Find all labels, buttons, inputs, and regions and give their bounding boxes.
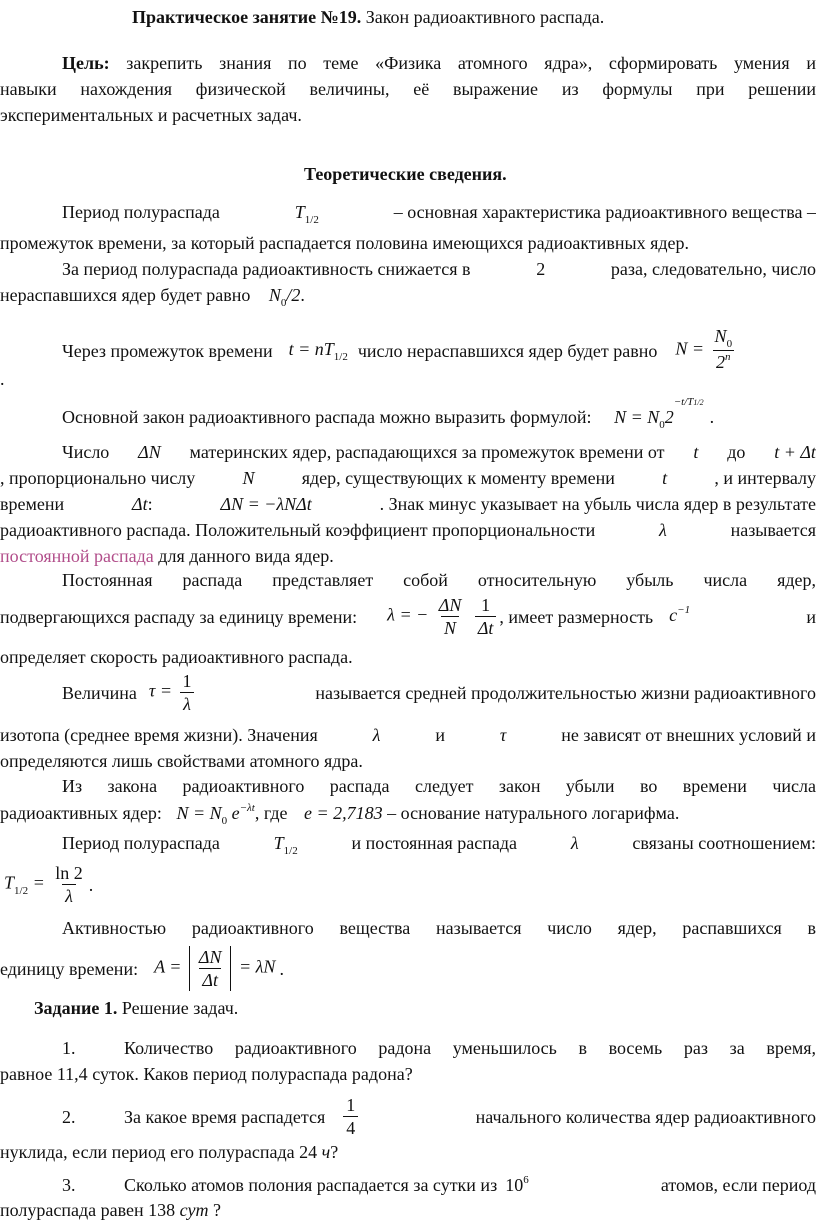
p2-line-1: За период полураспада радиоактивность снижается в 2 раза, следовательно, число (62, 259, 816, 279)
fraction-one-quarter: $\frac{1}{4}$ (343, 1094, 358, 1139)
formula-exp-decay: $N = N_0$ $e^{-\lambda t}$ (176, 802, 255, 827)
p7-line-3: определяются лишь свойствами атомного ядра. (0, 751, 363, 771)
goal-line-1: Цель: закрепить знания по теме «Физика атомного ядра», сформировать умения и (62, 53, 816, 73)
p1-line-1: Период полураспада $T_{1/2}$ – основная характеристика радиоактивного вещества – (62, 202, 816, 226)
task-item-1-line-1: 1. Количество радиоактивного радона уменьшилось в восемь раз за время, (62, 1038, 816, 1058)
task-item-3-line-1: 3. Сколько атомов полония распадается за сутки из $10^6$ атомов, если период (62, 1174, 816, 1195)
formula-t-eq-nT: $t = nT_{1/2}$ (288, 339, 348, 363)
formula-dN: ΔN = −λNΔt (220, 494, 312, 514)
page-title: Практическое занятие №19. Закон радиоактивного распада. (132, 7, 605, 27)
goal-line-2: навыки нахождения физической величины, её выражение из формулы при решении (0, 79, 816, 99)
p5-line-2: , пропорционально числу N ядер, существующих к моменту времени t , и интервалу (0, 468, 816, 488)
task-item-2-line-2: нуклида, если период его полураспада 24 ч? (0, 1142, 339, 1162)
p3-dot: . (0, 369, 5, 389)
p2-line-2: нераспавшихся ядер будет равно $N_0/2$. (0, 285, 305, 309)
p1-line-2: промежуток времени, за который распадается половина имеющихся радиоактивных ядер. (0, 233, 690, 253)
p7-line-1: Величина τ = $\frac{1}{\lambda}$ называется средней продолжительностью жизни радиоактивного (62, 671, 816, 714)
p6-line-2: подвергающихся распаду за единицу времени: λ = − $\frac{\Delta N}{N}$ $\frac{1}{\Delta t}$ , имеет размерность $c^{-1}$ и (0, 595, 816, 638)
p9-formula: $T_{1/2}$ = $\frac{\ln 2}{\lambda}$ . (4, 863, 94, 906)
p7-line-2: изотопа (среднее время жизни). Значения λ и τ не зависят от внешних условий и (0, 725, 816, 745)
formula-activity: A = $\frac{\Delta N}{\Delta t}$ = λN (154, 947, 276, 990)
task-heading: Задание 1. Решение задач. (34, 998, 239, 1018)
task-item-3-line-2: полураспада равен 138 сут ? (0, 1200, 221, 1220)
formula-N-eq-N0-over-2n: N = $\frac{N_0}{2^n}$ (675, 325, 738, 376)
formula-decay-law: $N = N_02^{-t/T1/2}$ (614, 396, 704, 431)
p8-line-1: Из закона радиоактивного распада следует закон убыли во времени числа (62, 776, 816, 796)
p6-line-1: Постоянная распада представляет собой относительную убыль числа ядер, (62, 570, 816, 590)
p10-line-2: единицу времени: A = $\frac{\Delta N}{\Delta t}$ = λN . (0, 947, 284, 990)
p6-line-3: определяет скорость радиоактивного распада. (0, 647, 353, 667)
delta-N-symbol: ΔN (138, 442, 161, 462)
p5-line-4: радиоактивного распада. Положительный коэффициент пропорциональности λ называется (0, 520, 816, 540)
decay-constant-link[interactable]: постоянной распада (0, 546, 154, 566)
p8-line-2: радиоактивных ядер: $N = N_0$ $e^{-\lambda t}$, где e = 2,7183 – основание натурального логарифма. (0, 802, 680, 827)
formula-lambda: λ = − $\frac{\Delta N}{N}$ $\frac{1}{\Delta t}$ (387, 594, 499, 639)
p5-line-3: времени Δt: ΔN = −λNΔt . Знак минус указывает на убыль числа ядер в результате (0, 494, 816, 514)
formula-half-life: $T_{1/2}$ = $\frac{\ln 2}{\lambda}$ (4, 863, 83, 906)
p9-line-1: Период полураспада $T_{1/2}$ и постоянная распада λ связаны соотношением: (62, 833, 816, 857)
formula-tau: τ = $\frac{1}{\lambda}$ (149, 670, 198, 715)
formula-n0-over-2: $N_0/2$ (268, 285, 301, 309)
p5-line-5: постоянной распада для данного вида ядер. (0, 546, 334, 566)
p5-line-1: Число ΔN материнских ядер, распадающихся за промежуток времени от t до t + Δt (62, 442, 816, 462)
p3-line: Через промежуток времени $t = nT_{1/2}$ число нераспавшихся ядер будет равно N = $\frac{N_0}{2^n}$ (62, 325, 812, 376)
half-life-symbol: $T_{1/2}$ (294, 202, 319, 226)
p10-line-1: Активностью радиоактивного вещества называется число ядер, распавшихся в (62, 918, 816, 938)
theory-heading: Теоретические сведения. (304, 164, 507, 184)
task-item-2-line-1: 2. За какое время распадется $\frac{1}{4}$ начального количества ядер радиоактивного (62, 1095, 816, 1138)
task-item-1-line-2: равное 11,4 суток. Каков период полураспада радона? (0, 1064, 413, 1084)
p4-line: Основной закон радиоактивного распада можно выразить формулой: $N = N_02^{-t/T1/2}$. (62, 396, 715, 431)
goal-line-3: экспериментальных и расчетных задач. (0, 105, 302, 125)
